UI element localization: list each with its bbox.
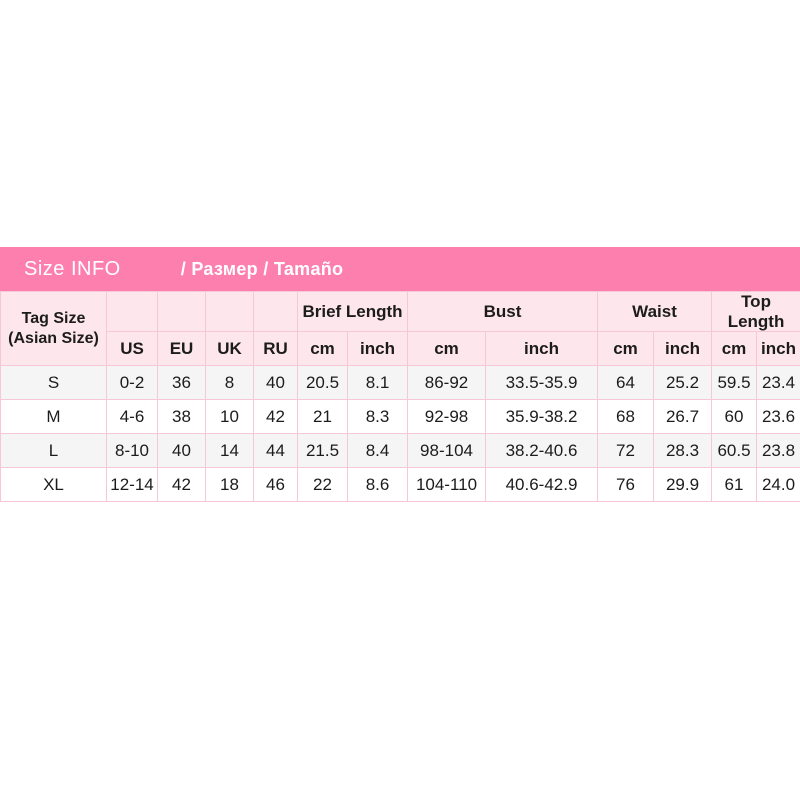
cell-brief-cm: 21 [298,400,348,434]
cell-eu: 38 [158,400,206,434]
cell-tag-size: XL [1,468,107,502]
cell-brief-inch: 8.1 [348,366,408,400]
header-us: US [107,332,158,366]
cell-top-inch: 24.0 [757,468,800,502]
cell-eu: 40 [158,434,206,468]
cell-bust-inch: 35.9-38.2 [486,400,598,434]
cell-brief-cm: 20.5 [298,366,348,400]
cell-top-cm: 60 [712,400,757,434]
cell-top-inch: 23.8 [757,434,800,468]
cell-tag-size: L [1,434,107,468]
size-table [0,291,800,502]
cell-bust-inch: 38.2-40.6 [486,434,598,468]
cell-waist-inch: 26.7 [654,400,712,434]
size-info-label: Size INFO [24,257,121,280]
cell-uk: 8 [206,366,254,400]
cell-waist-inch: 25.2 [654,366,712,400]
cell-waist-cm: 64 [598,366,654,400]
cell-eu: 36 [158,366,206,400]
table-row [1,434,800,468]
cell-brief-cm: 21.5 [298,434,348,468]
cell-waist-cm: 72 [598,434,654,468]
header-top-cm: cm [712,332,757,366]
cell-brief-inch: 8.4 [348,434,408,468]
table-row [1,400,800,434]
size-chart [0,247,800,502]
size-info-title-bar [0,247,800,291]
header-uk: UK [206,332,254,366]
cell-ru: 40 [254,366,298,400]
header-ru: RU [254,332,298,366]
cell-waist-inch: 29.9 [654,468,712,502]
cell-top-cm: 61 [712,468,757,502]
table-header-row-units [1,332,800,366]
cell-bust-inch: 40.6-42.9 [486,468,598,502]
cell-us: 0-2 [107,366,158,400]
cell-us: 4-6 [107,400,158,434]
cell-uk: 18 [206,468,254,502]
header-waist-cm: cm [598,332,654,366]
cell-waist-cm: 68 [598,400,654,434]
header-waist-inch: inch [654,332,712,366]
header-bust-inch: inch [486,332,598,366]
cell-eu: 42 [158,468,206,502]
header-us-group [107,292,158,332]
cell-ru: 42 [254,400,298,434]
table-row [1,468,800,502]
header-eu: EU [158,332,206,366]
cell-top-cm: 60.5 [712,434,757,468]
cell-waist-cm: 76 [598,468,654,502]
header-uk-group [206,292,254,332]
cell-uk: 10 [206,400,254,434]
size-info-label-translations: / Размер / Tamaño [180,258,344,279]
cell-us: 8-10 [107,434,158,468]
cell-brief-inch: 8.6 [348,468,408,502]
cell-bust-cm: 86-92 [408,366,486,400]
table-row [1,366,800,400]
header-tag-size: Tag Size (Asian Size) [1,292,107,366]
cell-tag-size: M [1,400,107,434]
header-top-inch: inch [757,332,800,366]
cell-top-cm: 59.5 [712,366,757,400]
cell-brief-inch: 8.3 [348,400,408,434]
header-brief-inch: inch [348,332,408,366]
header-ru-group [254,292,298,332]
header-bust-cm: cm [408,332,486,366]
cell-us: 12-14 [107,468,158,502]
cell-ru: 46 [254,468,298,502]
header-eu-group [158,292,206,332]
cell-bust-inch: 33.5-35.9 [486,366,598,400]
cell-brief-cm: 22 [298,468,348,502]
cell-ru: 44 [254,434,298,468]
header-top-length: Top Length [712,292,800,332]
header-waist: Waist [598,292,712,332]
header-brief-cm: cm [298,332,348,366]
cell-top-inch: 23.6 [757,400,800,434]
table-header-row-groups [1,292,800,332]
cell-bust-cm: 104-110 [408,468,486,502]
cell-uk: 14 [206,434,254,468]
header-bust: Bust [408,292,598,332]
header-brief-length: Brief Length [298,292,408,332]
cell-bust-cm: 92-98 [408,400,486,434]
cell-tag-size: S [1,366,107,400]
cell-bust-cm: 98-104 [408,434,486,468]
cell-waist-inch: 28.3 [654,434,712,468]
cell-top-inch: 23.4 [757,366,800,400]
